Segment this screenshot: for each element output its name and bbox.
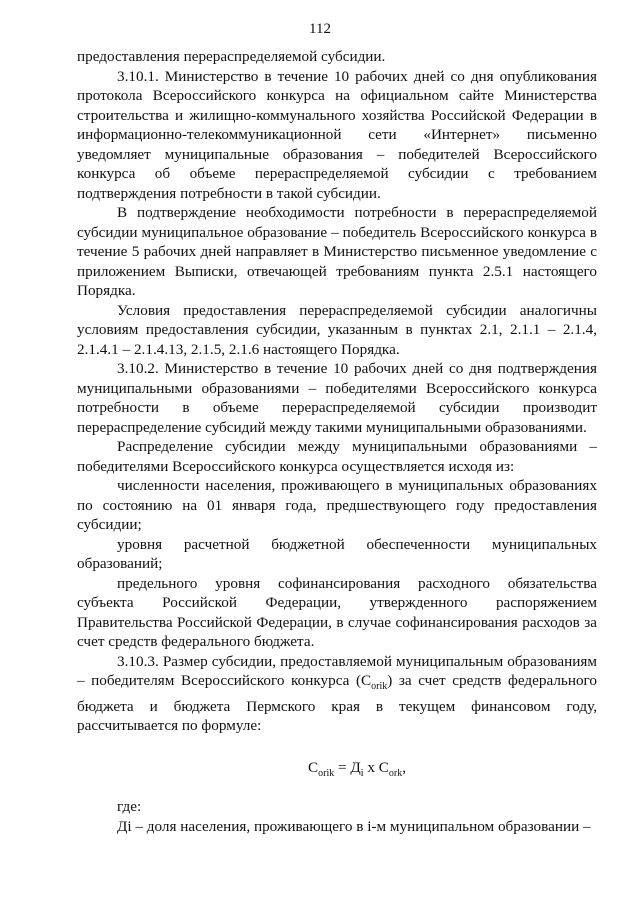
paragraph: Условия предоставления перераспределяемой субсидии аналогичны условиям предоставления субсидии, указанным в пунктах 2.1, 2.1.1 – 2.1.4, 2.1.4.1 – 2.1.4.13, 2.1.5, 2.1.6 настоящего Порядка. bbox=[77, 301, 597, 358]
paragraph: В подтверждение необходимости потребности в перераспределяемой субсидии муниципальное образование – победитель Всероссийского конкурса в течение 5 рабочих дней направляет в Министерство письменное уведомление с приложением Выписки, отвечающей требованиям пункта 2.5.1 настоящего Порядка. bbox=[77, 204, 597, 299]
paragraph: 3.10.2. Министерство в течение 10 рабочих дней со дня подтверждения муниципальными образованиями – победителями Всероссийского конкурса потребности в объеме перераспределяемой субсидии производит перераспределение субсидий между такими муниципальными образованиями. bbox=[77, 360, 597, 436]
paragraph: уровня расчетной бюджетной обеспеченности муниципальных образований; bbox=[77, 535, 597, 572]
document-body bbox=[77, 47, 597, 836]
paragraph-3-10-3: 3.10.3. Размер субсидии, предоставляемой муниципальным образованиям – победителям Всероссийского конкурса $(С_{orik})$ за счет средств федерального бюджета и бюджета Пермского края в текущем финансовом году, рассчитывается по формуле: bbox=[77, 652, 597, 735]
definition-line: Дi – доля населения, проживающего в i-м муниципальном образовании – bbox=[117, 817, 591, 835]
paragraph: предоставления перераспределяемой субсидии. bbox=[77, 48, 386, 65]
where-label: где: bbox=[117, 798, 142, 816]
paragraph: 3.10.1. Министерство в течение 10 рабочих дней со дня опубликования протокола Всероссийского конкурса на официальном сайте Министерства строительства и жилищно-коммунального хозяйства Российской Федерации в информационно-телекоммуникационной сети «Интернет» письменно уведомляет муниципальные образования – победителей Всероссийского конкурса об объеме перераспределяемой субсидии с требованием подтверждения потребности в такой субсидии. bbox=[77, 67, 597, 202]
paragraphs bbox=[77, 47, 597, 652]
formula: $С_{orik} = Д_i$ х $С_{ork}$, bbox=[307, 758, 407, 779]
paragraph: предельного уровня софинансирования расходного обязательства субъекта Российской Федерации, утвержденного распоряжением Правительства Российской Федерации, в случае софинансирования расходов за счет средств федерального бюджета. bbox=[77, 574, 597, 650]
paragraph: Распределение субсидии между муниципальными образованиями – победителями Всероссийского конкурса осуществляется исходя из: bbox=[77, 438, 597, 475]
paragraph: численности населения, проживающего в муниципальных образованиях по состоянию на 01 января года, предшествующего году предоставления субсидии; bbox=[77, 477, 597, 533]
page-number: 112 bbox=[309, 21, 331, 37]
